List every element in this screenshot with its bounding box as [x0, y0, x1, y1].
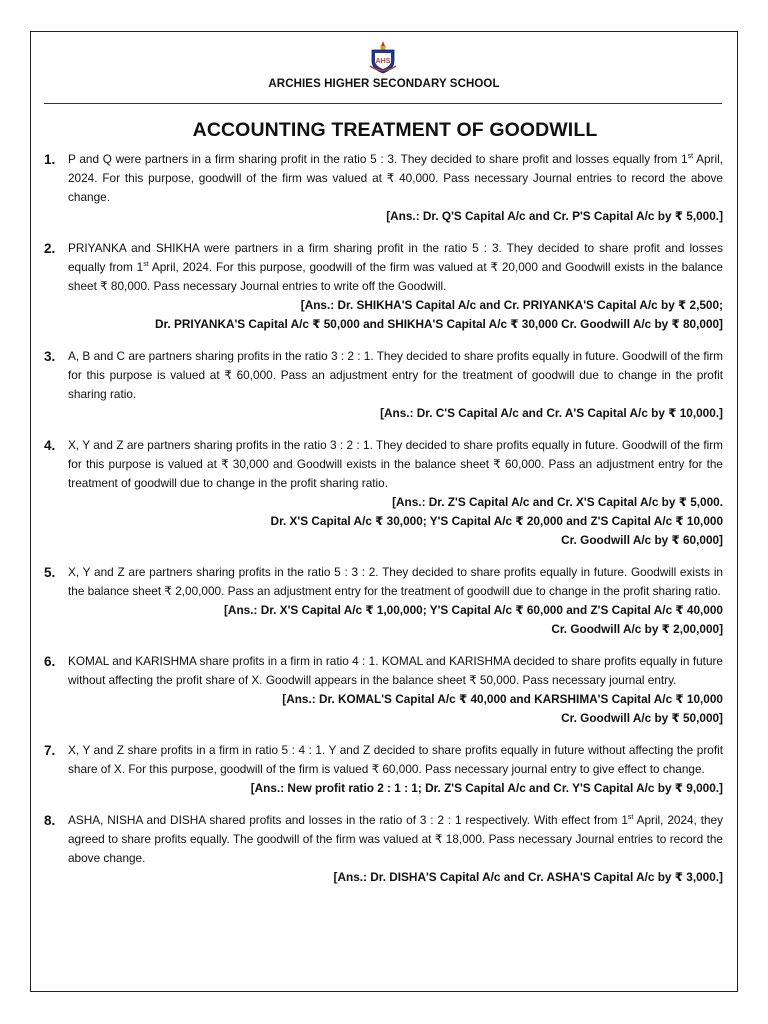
question-number: 5.	[44, 565, 56, 580]
question-number: 7.	[44, 743, 56, 758]
answer-line: [Ans.: Dr. SHIKHA'S Capital A/c and Cr. PRIYANKA'S Capital A/c by ₹ 2,500;	[300, 298, 723, 312]
answer-line: [Ans.: Dr. Q'S Capital A/c and Cr. P'S Capital A/c by ₹ 5,000.]	[386, 209, 723, 223]
answer-line: [Ans.: Dr. Z'S Capital A/c and Cr. X'S Capital A/c by ₹ 5,000.	[392, 495, 723, 509]
answer-line: Cr. Goodwill A/c by ₹ 60,000]	[561, 533, 723, 547]
school-logo	[369, 40, 397, 74]
page-title: ACCOUNTING TREATMENT OF GOODWILL	[192, 119, 598, 141]
question-item	[44, 741, 723, 798]
question-text: X, Y and Z share profits in a firm in ratio 5 : 4 : 1. Y and Z decided to share profits equally in future without affecting the profit share of X. For this purpose, goodwill of the firm is valued ₹ 60,000. Pass necessary journal entry to give effect to change.	[68, 743, 723, 776]
question-text: ASHA, NISHA and DISHA shared profits and losses in the ratio of 3 : 2 : 1 respectively. With effect from 1st April, 2024, they agreed to share profits equally. The goodwill of the firm was valued at ₹ 18,000. Pass necessary Journal entries to record the above change.	[68, 813, 723, 865]
question-number: 3.	[44, 349, 56, 364]
question-text: PRIYANKA and SHIKHA were partners in a firm sharing profit in the ratio 5 : 3. They decided to share profit and losses equally from 1st April, 2024. For this purpose, goodwill of the firm was valued at ₹ 20,000 and Goodwill exists in the balance sheet ₹ 80,000. Pass necessary Journal entries to write off the Goodwill.	[68, 241, 723, 293]
answer-line: [Ans.: Dr. C'S Capital A/c and Cr. A'S Capital A/c by ₹ 10,000.]	[380, 406, 723, 420]
answer-line: Cr. Goodwill A/c by ₹ 50,000]	[561, 711, 723, 725]
question-item	[44, 811, 723, 887]
question-list	[44, 150, 723, 900]
logo-lettering: AHS	[375, 58, 391, 65]
answer-line: [Ans.: Dr. X'S Capital A/c ₹ 1,00,000; Y'S Capital A/c ₹ 60,000 and Z'S Capital A/c ₹ 40,000	[224, 603, 723, 617]
question-item	[44, 150, 723, 226]
question-item	[44, 239, 723, 334]
question-text: P and Q were partners in a firm sharing profit in the ratio 5 : 3. They decided to share profit and losses equally from 1st April, 2024. For this purpose, goodwill of the firm was valued at ₹ 40,000. Pass necessary Journal entries to record the above change.	[68, 152, 723, 204]
question-text: X, Y and Z are partners sharing profits in the ratio 5 : 3 : 2. They decided to share profits equally in future. Goodwill exists in the balance sheet ₹ 2,00,000. Pass an adjustment entry for the treatment of goodwill due to change in the profit sharing ratio.	[68, 565, 723, 598]
question-item	[44, 563, 723, 639]
question-text: KOMAL and KARISHMA share profits in a firm in ratio 4 : 1. KOMAL and KARISHMA decided to share profits equally in future without affecting the profit share of X. Goodwill appears in the balance sheet ₹ 50,000. Pass necessary journal entry.	[68, 654, 723, 687]
question-text: X, Y and Z are partners sharing profits in the ratio 3 : 2 : 1. They decided to share profits equally in future. Goodwill of the firm for this purpose is valued at ₹ 30,000 and Goodwill exists in the balance sheet ₹ 60,000. Pass an adjustment entry for the treatment of goodwill due to change in the profit sharing ratio.	[68, 438, 723, 490]
question-text: A, B and C are partners sharing profits in the ratio 3 : 2 : 1. They decided to share profits equally in future. Goodwill of the firm for this purpose is valued at ₹ 60,000. Pass an adjustment entry for the treatment of goodwill due to change in the profit sharing ratio.	[68, 349, 723, 401]
question-number: 1.	[44, 152, 56, 167]
question-item	[44, 436, 723, 550]
question-number: 4.	[44, 438, 56, 453]
question-item	[44, 347, 723, 423]
answer-line: Dr. X'S Capital A/c ₹ 30,000; Y'S Capital A/c ₹ 20,000 and Z'S Capital A/c ₹ 10,000	[270, 514, 723, 528]
answer-line: [Ans.: New profit ratio 2 : 1 : 1; Dr. Z'S Capital A/c and Cr. Y'S Capital A/c by ₹ 9,000.]	[250, 781, 723, 795]
answer-line: [Ans.: Dr. DISHA'S Capital A/c and Cr. ASHA'S Capital A/c by ₹ 3,000.]	[333, 870, 723, 884]
question-item	[44, 652, 723, 728]
answer-line: Dr. PRIYANKA'S Capital A/c ₹ 50,000 and SHIKHA'S Capital A/c ₹ 30,000 Cr. Goodwill A/c by ₹ 80,000]	[154, 317, 723, 331]
question-number: 6.	[44, 654, 56, 669]
answer-line: Cr. Goodwill A/c by ₹ 2,00,000]	[551, 622, 723, 636]
question-number: 2.	[44, 241, 56, 256]
school-name: ARCHIES HIGHER SECONDARY SCHOOL	[268, 78, 500, 90]
answer-line: [Ans.: Dr. KOMAL'S Capital A/c ₹ 40,000 and KARSHIMA'S Capital A/c ₹ 10,000	[282, 692, 723, 706]
question-number: 8.	[44, 813, 56, 828]
header-divider	[44, 103, 722, 104]
